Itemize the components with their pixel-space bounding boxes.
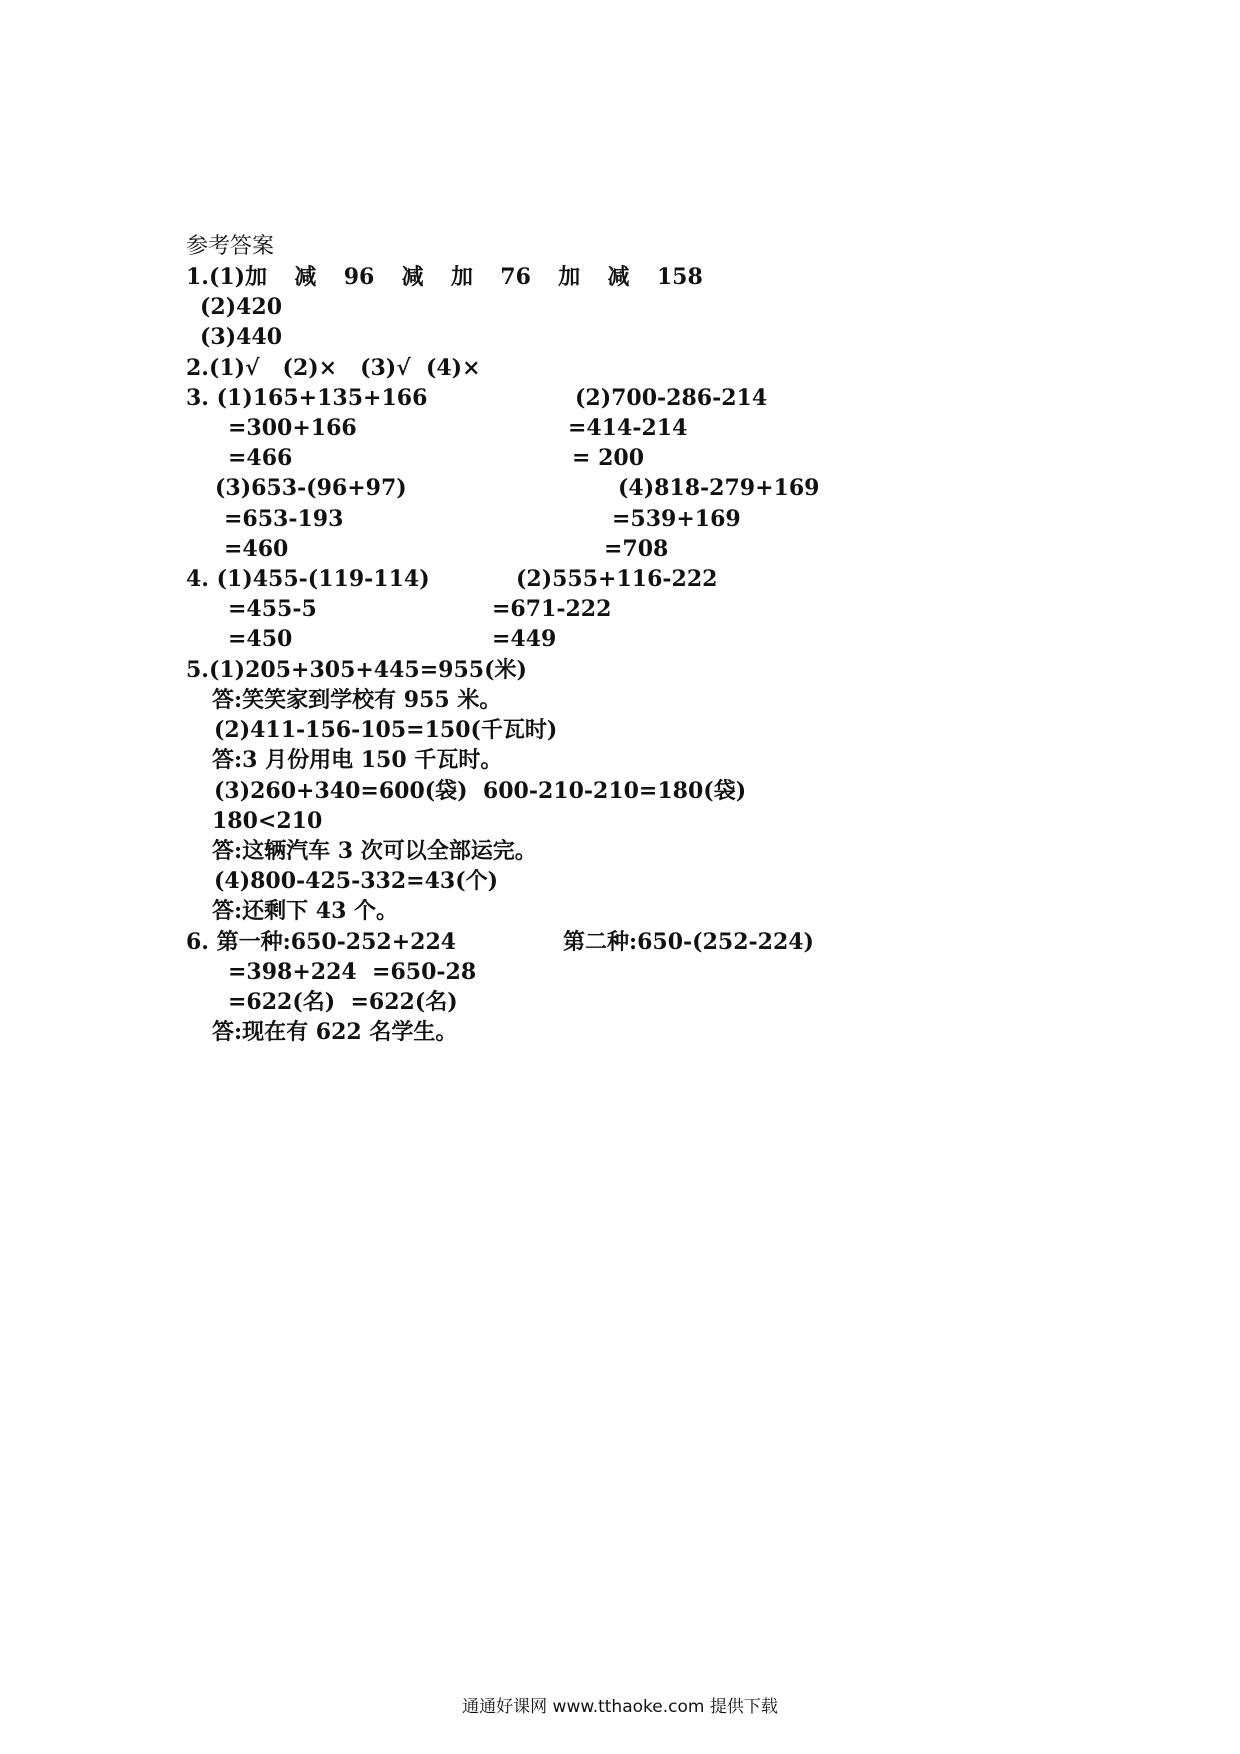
q6-line-2: =398+224 =650-28 — [228, 959, 477, 985]
q3-4-line-1: (4)818-279+169 — [618, 475, 820, 501]
q4-1-line-1: 4. (1)455-(119-114) — [186, 566, 430, 592]
q5-answer-4: 答:还剩下 43 个。 — [212, 898, 399, 924]
q3-3-line-3: =460 — [224, 536, 289, 562]
q3-2-line-2: =414-214 — [568, 415, 688, 441]
q4-1-line-2: =455-5 — [228, 596, 317, 622]
q3-4-line-3: =708 — [604, 536, 669, 562]
q1-line-2: (2)420 — [200, 294, 283, 320]
q3-3-line-1: (3)653-(96+97) — [215, 475, 407, 501]
q1-line-1: 1.(1)加 减 96 减 加 76 加 减 158 — [186, 264, 703, 290]
q5-line-3: (3)260+340=600(袋) 600-210-210=180(袋) — [214, 778, 747, 804]
q3-2-line-1: (2)700-286-214 — [575, 385, 768, 411]
q5-answer-2: 答:3 月份用电 150 千瓦时。 — [212, 747, 503, 773]
q3-4-line-2: =539+169 — [612, 506, 741, 532]
q1-line-3: (3)440 — [200, 324, 283, 350]
q3-2-line-3: = 200 — [572, 445, 645, 471]
q5-line-2: (2)411-156-105=150(千瓦时) — [214, 717, 558, 743]
footer-source: 通通好课网 www.tthaoke.com 提供下载 — [462, 1697, 778, 1717]
q3-3-line-2: =653-193 — [224, 506, 344, 532]
q5-line-3b: 180<210 — [212, 808, 323, 834]
q5-answer-1: 答:笑笑家到学校有 955 米。 — [212, 687, 502, 713]
q5-line-1: 5.(1)205+305+445=955(米) — [186, 657, 527, 683]
q3-1-line-1: 3. (1)165+135+166 — [186, 385, 428, 411]
q6-answer: 答:现在有 622 名学生。 — [212, 1019, 458, 1045]
q6-method-2: 第二种:650-(252-224) — [563, 929, 814, 955]
q3-1-line-3: =466 — [228, 445, 293, 471]
q5-line-4: (4)800-425-332=43(个) — [214, 868, 499, 894]
page-title: 参考答案 — [186, 234, 275, 259]
q3-1-line-2: =300+166 — [228, 415, 357, 441]
q6-method-1: 6. 第一种:650-252+224 — [186, 929, 457, 955]
q2-line-1: 2.(1)√ (2)× (3)√ (4)× — [186, 355, 481, 381]
q4-2-line-1: (2)555+116-222 — [516, 566, 718, 592]
q5-answer-3: 答:这辆汽车 3 次可以全部运完。 — [212, 838, 537, 864]
q4-2-line-3: =449 — [492, 626, 557, 652]
q4-1-line-3: =450 — [228, 626, 293, 652]
q6-line-3: =622(名) =622(名) — [228, 989, 458, 1015]
q4-2-line-2: =671-222 — [492, 596, 612, 622]
